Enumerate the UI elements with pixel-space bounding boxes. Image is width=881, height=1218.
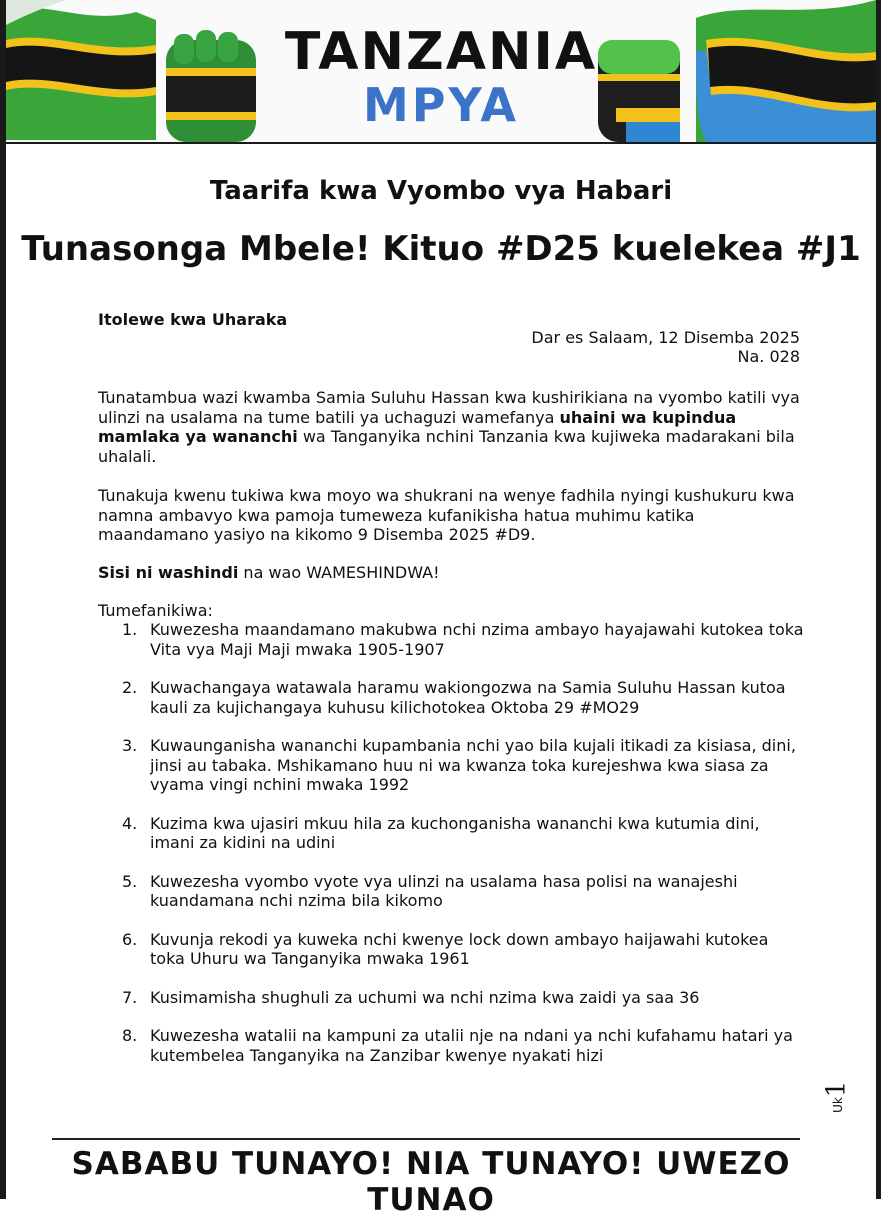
- list-item: [98, 930, 808, 969]
- list-item-text: Kusimamisha shughuli za uchumi wa nchi nzima kwa zaidi ya saa 36: [150, 987, 700, 1007]
- list-item-text: Kuzima kwa ujasiri mkuu hila za kuchonganisha wananchi kwa kutumia dini, imani za kidini na udini: [150, 813, 760, 852]
- list-item-text: Kuwezesha maandamano makubwa nchi nzima ambayo hayajawahi kutokea toka Vita vya Maji Maji mwaka 1905-1907: [150, 620, 804, 659]
- paragraph-1-text-b: wa Tanganyika nchini Tanzania kwa kujiweka madarakani bila uhalali.: [98, 427, 795, 466]
- list-item: [98, 620, 808, 659]
- paragraph-1-bold: uhaini wa kupindua mamlaka ya wananchi: [98, 407, 737, 446]
- document-heading: Taarifa kwa Vyombo vya Habari: [209, 176, 673, 206]
- paragraph-2: Tunakuja kwenu tukiwa kwa moyo wa shukrani na wenye fadhila nyingi kushukuru kwa namna ambavyo kwa pamoja tumeweza kufanikisha hatua muhimu katika maandamano yasiyo na kikomo 9 Disemba 2025 #D9.: [98, 486, 795, 544]
- release-note: Itolewe kwa Uharaka: [98, 310, 288, 329]
- list-item-number: 5.: [122, 871, 138, 891]
- list-item: [98, 678, 808, 717]
- list-item-number: 3.: [122, 736, 138, 755]
- header-banner: [6, 0, 876, 144]
- list-item-text: Kuwezesha watalii na kampuni za utalii nje na ndani ya nchi kufahamu hatari ya kutembelea Tanganyika na Zanzibar kwenye nyakati hizi: [150, 1026, 793, 1065]
- reference-number: Na. 028: [737, 347, 800, 366]
- list-item-text: Kuwaunganisha wananchi kupambania nchi yao bila kujali itikadi za kisiasa, dini, jinsi au tabaka. Mshikamano huu ni wa kwanza toka kurejeshwa kwa siasa za vyama vingi nchini mwaka 1992: [150, 736, 796, 794]
- list-item: [98, 1026, 808, 1065]
- paragraph-1: [98, 388, 808, 466]
- list-item-text: Kuwezesha vyombo vyote vya ulinzi na usalama hasa polisi na wanajeshi kuandamana nchi nzima bila kikomo: [150, 871, 738, 910]
- page-number: [822, 1076, 852, 1120]
- achievements-list: [98, 620, 808, 1084]
- dateline: Dar es Salaam, 12 Disemba 2025: [531, 328, 800, 347]
- list-item-text: Kuwachangaya watawala haramu wakiongozwa na Samia Suluhu Hassan kutoa kauli za kujichangaya kuhusu kilichotokea Oktoba 29 #MO29: [150, 678, 786, 717]
- list-item: [98, 736, 808, 795]
- page-number-value: 1: [821, 1080, 852, 1098]
- list-item: [98, 988, 808, 1008]
- banner-title-mpya: MPYA: [363, 78, 519, 132]
- banner-title-tanzania: TANZANIA: [284, 22, 598, 82]
- list-item: [98, 814, 808, 853]
- paragraph-3-text: na wao WAMESHINDWA!: [238, 563, 440, 582]
- page-number-prefix: Uk: [830, 1097, 845, 1113]
- list-item-number: 6.: [122, 929, 138, 949]
- list-item-number: 2.: [122, 678, 138, 697]
- list-item-number: 1.: [122, 620, 138, 639]
- document-title: Tunasonga Mbele! Kituo #D25 kuelekea #J1: [21, 229, 861, 269]
- list-item-number: 7.: [122, 987, 138, 1007]
- list-item-number: 4.: [122, 813, 138, 833]
- dateline-block: [531, 328, 800, 366]
- paragraph-3-bold: Sisi ni washindi: [98, 563, 239, 582]
- list-intro: Tumefanikiwa:: [98, 601, 213, 620]
- footer-slogan: SABABU TUNAYO! NIA TUNAYO! UWEZO TUNAO: [71, 1146, 791, 1218]
- page-edge-right: [876, 0, 881, 1199]
- list-item: [98, 872, 808, 911]
- paragraph-3: [98, 563, 808, 583]
- list-item-number: 8.: [122, 1026, 138, 1045]
- list-item-text: Kuvunja rekodi ya kuweka nchi kwenye lock down ambayo haijawahi kutokea toka Uhuru wa Tanganyika mwaka 1961: [150, 929, 769, 968]
- paragraph-1-text-a: Tunatambua wazi kwamba Samia Suluhu Hassan kwa kushirikiana na vyombo katili vya ulinzi na usalama na tume batili ya uchaguzi wamefanya: [98, 388, 800, 427]
- footer-divider: [52, 1138, 800, 1140]
